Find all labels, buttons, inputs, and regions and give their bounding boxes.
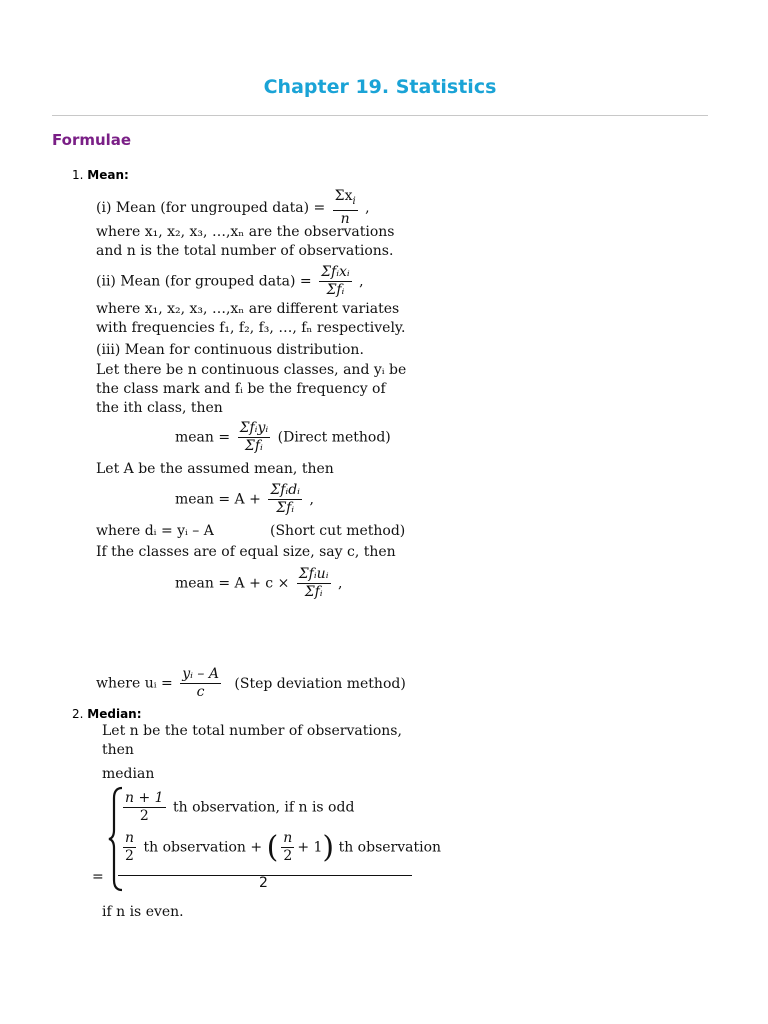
mean-step: mean = A + c × $\frac{\text{Σfᵢuᵢ}}{\text{Σfᵢ}}$ ,	[175, 566, 343, 600]
item-number: 1.	[72, 168, 84, 182]
text-line: where uᵢ =	[96, 675, 173, 692]
method-label: (Short cut method)	[270, 523, 406, 539]
denominator: c	[196, 684, 205, 700]
numerator-subscript: i	[352, 195, 356, 207]
formula-label: (i) Mean (for ungrouped data) =	[96, 199, 326, 216]
denominator: n	[340, 210, 350, 227]
text-line: if n is even.	[102, 904, 184, 920]
text-line: Let n be the total number of observations,	[102, 723, 402, 739]
text-line: the class mark and fᵢ be the frequency of	[96, 381, 386, 397]
open-paren: (	[266, 830, 279, 865]
numerator: Σfᵢyᵢ	[239, 420, 269, 436]
text-line: + 1	[297, 839, 323, 856]
denominator: Σfᵢ	[326, 282, 345, 298]
fraction	[281, 830, 294, 865]
text-line: Let A be the assumed mean, then	[96, 461, 334, 477]
text-line: where dᵢ = yᵢ – A	[96, 523, 214, 539]
mean-grouped: (ii) Mean (for grouped data) = $\frac{\text{Σfᵢxᵢ}}{\text{Σfᵢ}}$ ,	[96, 264, 364, 298]
numerator: n + 1	[125, 790, 164, 806]
formula-label: mean = A + c ×	[175, 575, 290, 592]
fraction	[123, 790, 166, 825]
section-heading: Formulae	[52, 131, 132, 149]
text-line: If the classes are of equal size, say c, then	[96, 544, 396, 560]
formula-label: mean =	[175, 429, 231, 446]
formula-label: (ii) Mean (for grouped data) =	[96, 273, 312, 290]
text-line: th observation	[338, 839, 442, 856]
text-line: with frequencies f₁, f₂, f₃, …, fₙ respectively.	[96, 320, 406, 336]
denominator: Σfᵢ	[304, 584, 323, 600]
page-title: Chapter 19. Statistics	[263, 76, 497, 98]
fraction	[123, 830, 136, 865]
text-line: then	[102, 742, 134, 758]
text-line: th observation, if n is odd	[173, 799, 355, 816]
text-line: where x₁, x₂, x₃, …,xₙ are the observations	[96, 224, 395, 240]
close-paren: )	[322, 830, 335, 865]
numerator: Σfᵢxᵢ	[321, 264, 350, 280]
median-even-numerator	[120, 830, 441, 865]
method-label: (Direct method)	[277, 429, 391, 446]
numerator: Σfᵢuᵢ	[298, 566, 329, 582]
denominator: Σfᵢ	[244, 438, 263, 454]
denominator: 2	[125, 848, 134, 864]
item-label: Median:	[87, 707, 142, 721]
denominator: 2	[283, 848, 293, 864]
formula-label: mean = A +	[175, 491, 261, 508]
text-line: where x₁, x₂, x₃, …,xₙ are different variates	[96, 301, 400, 317]
numerator: Σfᵢdᵢ	[270, 482, 300, 498]
denominator: 2	[139, 808, 149, 824]
text-line: the ith class, then	[96, 400, 223, 416]
text-line: (iii) Mean for continuous distribution.	[96, 342, 364, 358]
numerator: n	[125, 830, 135, 846]
numerator: n	[283, 830, 293, 846]
denominator: 2	[259, 875, 268, 891]
text-line: Let there be n continuous classes, and yᵢ be	[96, 362, 407, 378]
numerator: yᵢ – A	[182, 666, 219, 682]
mean-ungrouped: (i) Mean (for ungrouped data) = $\frac{\Sigma x_i}{n}$ ,	[96, 188, 370, 227]
text-line: median	[102, 766, 155, 782]
mean-short-cut: mean = A + $\frac{\text{Σfᵢdᵢ}}{\text{Σfᵢ}}$ ,	[175, 482, 314, 516]
median-odd	[120, 790, 354, 825]
text-line: and n is the total number of observations.	[96, 243, 394, 259]
denominator: Σfᵢ	[276, 500, 295, 516]
text-line: th observation +	[143, 839, 263, 856]
item-number: 2.	[72, 707, 84, 721]
method-label: (Step deviation method)	[234, 675, 406, 692]
numerator: Σx	[334, 188, 353, 204]
equals-sign: =	[92, 869, 104, 885]
item-label: Mean:	[87, 168, 129, 182]
